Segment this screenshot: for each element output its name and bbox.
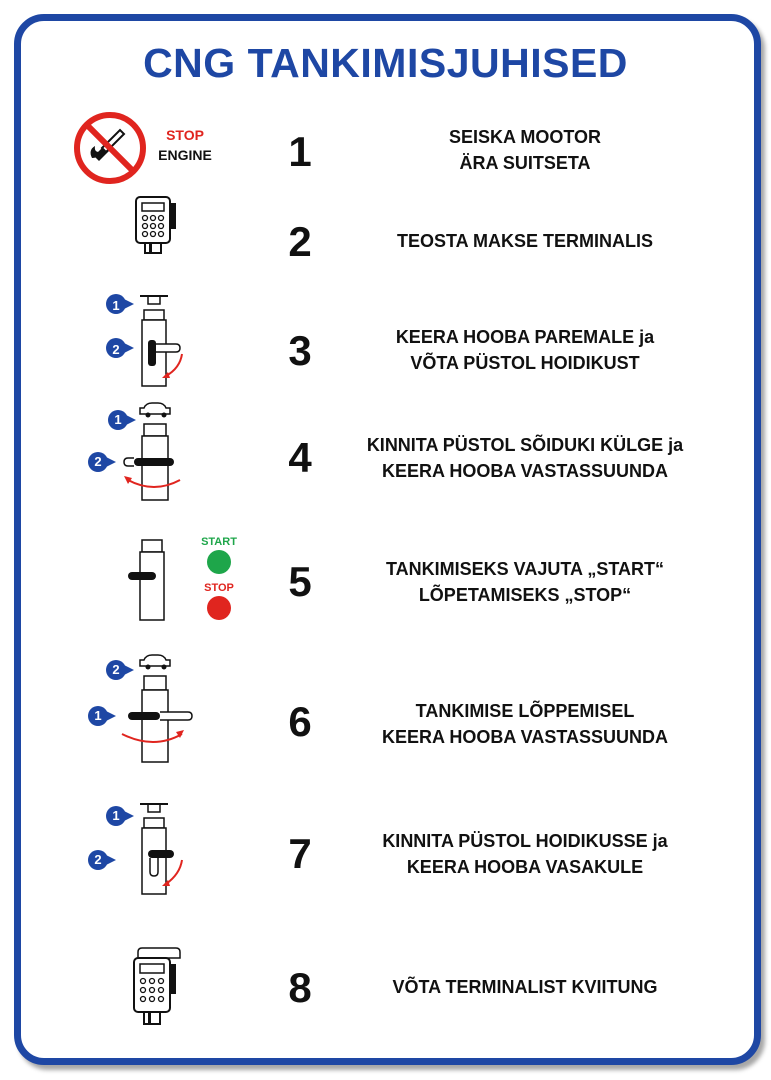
badge-step4-2: 2 <box>94 454 102 469</box>
step-4-line-1: KINNITA PÜSTOL SÕIDUKI KÜLGE ja <box>366 435 684 455</box>
badge-step6-1: 1 <box>94 708 102 723</box>
step-text-5 <box>340 556 710 608</box>
step-number-3: 3 <box>288 327 312 374</box>
badge-step6-2: 2 <box>112 662 120 677</box>
step-text-1 <box>340 124 710 176</box>
step-text-2 <box>340 228 710 254</box>
step-number-1: 1 <box>288 128 312 175</box>
stop-button-label: STOP <box>204 582 234 594</box>
badge-step7-2: 2 <box>94 852 102 867</box>
step-7-line-2: KEERA HOOBA VASAKULE <box>406 857 644 877</box>
step-5-line-1: TANKIMISEKS VAJUTA „START“ <box>386 559 664 579</box>
page-title: CNG TANKIMISJUHISED <box>143 40 628 86</box>
step-1-line-1: SEISKA MOOTOR <box>448 127 601 147</box>
badge-step7-1: 1 <box>112 808 120 823</box>
step-4-line-2: KEERA HOOBA VASTASSUUNDA <box>381 461 668 481</box>
step-5-line-2: LÕPETAMISEKS „STOP“ <box>418 585 632 605</box>
payment-terminal-icon <box>132 195 184 257</box>
no-smoking-icon <box>72 110 148 186</box>
step-1-line-2: ÄRA SUITSETA <box>459 153 591 173</box>
step-text-8 <box>340 974 710 1000</box>
step-text-6 <box>340 698 710 750</box>
step-3-line-2: VÕTA PÜSTOL HOIDIKUST <box>410 353 640 373</box>
step-8-line-1: VÕTA TERMINALIST KVIITUNG <box>392 977 658 997</box>
step-number-6: 6 <box>288 698 312 745</box>
start-label: START <box>201 536 237 548</box>
engine-label: ENGINE <box>158 147 212 163</box>
step-number-4: 4 <box>288 434 312 481</box>
nozzle-fueling-icon <box>118 534 178 624</box>
step-text-4 <box>340 432 710 484</box>
step-2-line-1: TEOSTA MAKSE TERMINALIS <box>397 231 653 251</box>
step-number-2: 2 <box>288 218 312 265</box>
badge-step3-1: 1 <box>112 298 120 313</box>
start-button-icon <box>205 548 233 576</box>
step-number-5: 5 <box>288 558 312 605</box>
badge-step4-1: 1 <box>114 412 122 427</box>
step-text-7 <box>340 828 710 880</box>
step-6-line-2: KEERA HOOBA VASTASSUUNDA <box>381 727 668 747</box>
badge-step3-2: 2 <box>112 342 120 357</box>
step-7-line-1: KINNITA PÜSTOL HOIDIKUSSE ja <box>382 831 668 851</box>
step-text-3 <box>340 324 710 376</box>
step-6-line-1: TANKIMISE LÕPPEMISEL <box>415 701 635 721</box>
step-number-8: 8 <box>288 964 312 1011</box>
stop-button-icon <box>205 594 233 622</box>
step-number-7: 7 <box>288 830 312 877</box>
stop-label: STOP <box>166 127 204 143</box>
step-3-line-1: KEERA HOOBA PAREMALE ja <box>395 327 655 347</box>
terminal-receipt-icon <box>128 946 188 1030</box>
